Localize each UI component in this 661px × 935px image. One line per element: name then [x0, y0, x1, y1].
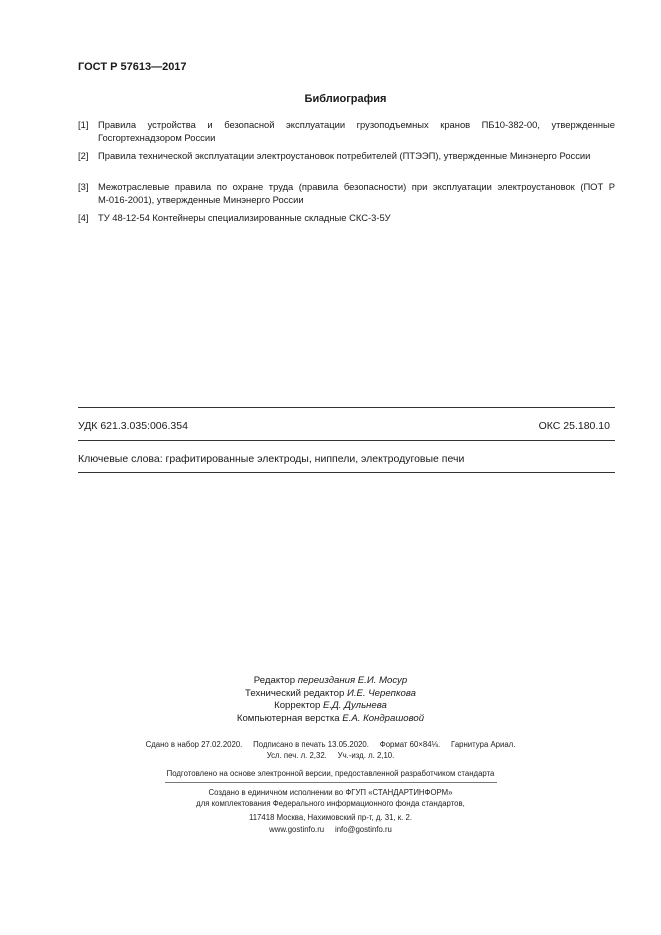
bibliography-item-text: Правила устройства и безопасной эксплуатации грузоподъемных кранов ПБ10-382-00, утвержденные Госгортехнадзором России — [98, 119, 615, 144]
credit-tech-editor: Технический редактор И.Е. Черепкова — [245, 687, 416, 699]
imprint-address: 117418 Москва, Нахимовский пр-т, д. 31, к. 2. — [248, 813, 413, 822]
bibliography-item-number: [2] — [78, 150, 89, 161]
imprint-prepared: Подготовлено на основе электронной версии, предоставленной разработчиком стандарта — [166, 769, 495, 778]
imprint-contacts — [0, 825, 661, 834]
bibliography-item — [78, 149, 615, 162]
bibliography-item — [78, 118, 615, 145]
bibliography-item-text: Межотраслевые правила по охране труда (правила безопасности) при эксплуатации электроустановок (ПОТ Р М-016-2001), утвержденные Минэнерго России — [98, 181, 615, 206]
bibliography-item-text: Правила технической эксплуатации электроустановок потребителей (ПТЭЭП), утвержденные Минэнерго России — [98, 150, 591, 161]
email-link[interactable]: info@gostinfo.ru — [334, 825, 392, 834]
imprint-created-1: Создано в единичном исполнении во ФГУП «СТАНДАРТИНФОРМ» — [208, 788, 453, 797]
bibliography-item-number: [3] — [78, 181, 89, 192]
credit-proofreader: Корректор Е.Д. Дульнева — [274, 700, 387, 712]
credit-layout: Компьютерная верстка Е.А. Кондрашовой — [236, 713, 425, 725]
oks-code: ОКС 25.180.10 — [538, 420, 610, 432]
bibliography-item — [78, 211, 615, 224]
bibliography-item-number: [4] — [78, 212, 89, 223]
bibliography-item — [78, 180, 615, 207]
imprint-line-2: Усл. печ. л. 2,32. Уч.-изд. л. 2,10. — [266, 751, 395, 760]
bibliography-item-number: [1] — [78, 119, 89, 130]
credits-block — [0, 675, 661, 726]
imprint-created-2: для комплектования Федерального информационного фонда стандартов, — [196, 799, 465, 808]
imprint-divider — [165, 782, 497, 783]
divider-top — [78, 407, 615, 408]
divider-bottom — [78, 472, 615, 473]
bibliography-heading: Библиография — [304, 93, 387, 105]
udk-code: УДК 621.3.035:006.354 — [78, 420, 188, 432]
bibliography-item-text: ТУ 48-12-54 Контейнеры специализированные складные СКС-3-5У — [98, 212, 391, 223]
divider-middle — [78, 440, 615, 441]
website-link[interactable]: www.gostinfo.ru — [269, 825, 325, 834]
imprint-line-1: Сдано в набор 27.02.2020. Подписано в печать 13.05.2020. Формат 60×84⅛. Гарнитура Ариал. — [145, 740, 516, 749]
keywords: Ключевые слова: графитированные электроды, ниппели, электродуговые печи — [78, 453, 465, 465]
credit-editor: Редактор переиздания Е.И. Мосур — [253, 675, 408, 686]
document-code: ГОСТ Р 57613—2017 — [78, 61, 187, 73]
